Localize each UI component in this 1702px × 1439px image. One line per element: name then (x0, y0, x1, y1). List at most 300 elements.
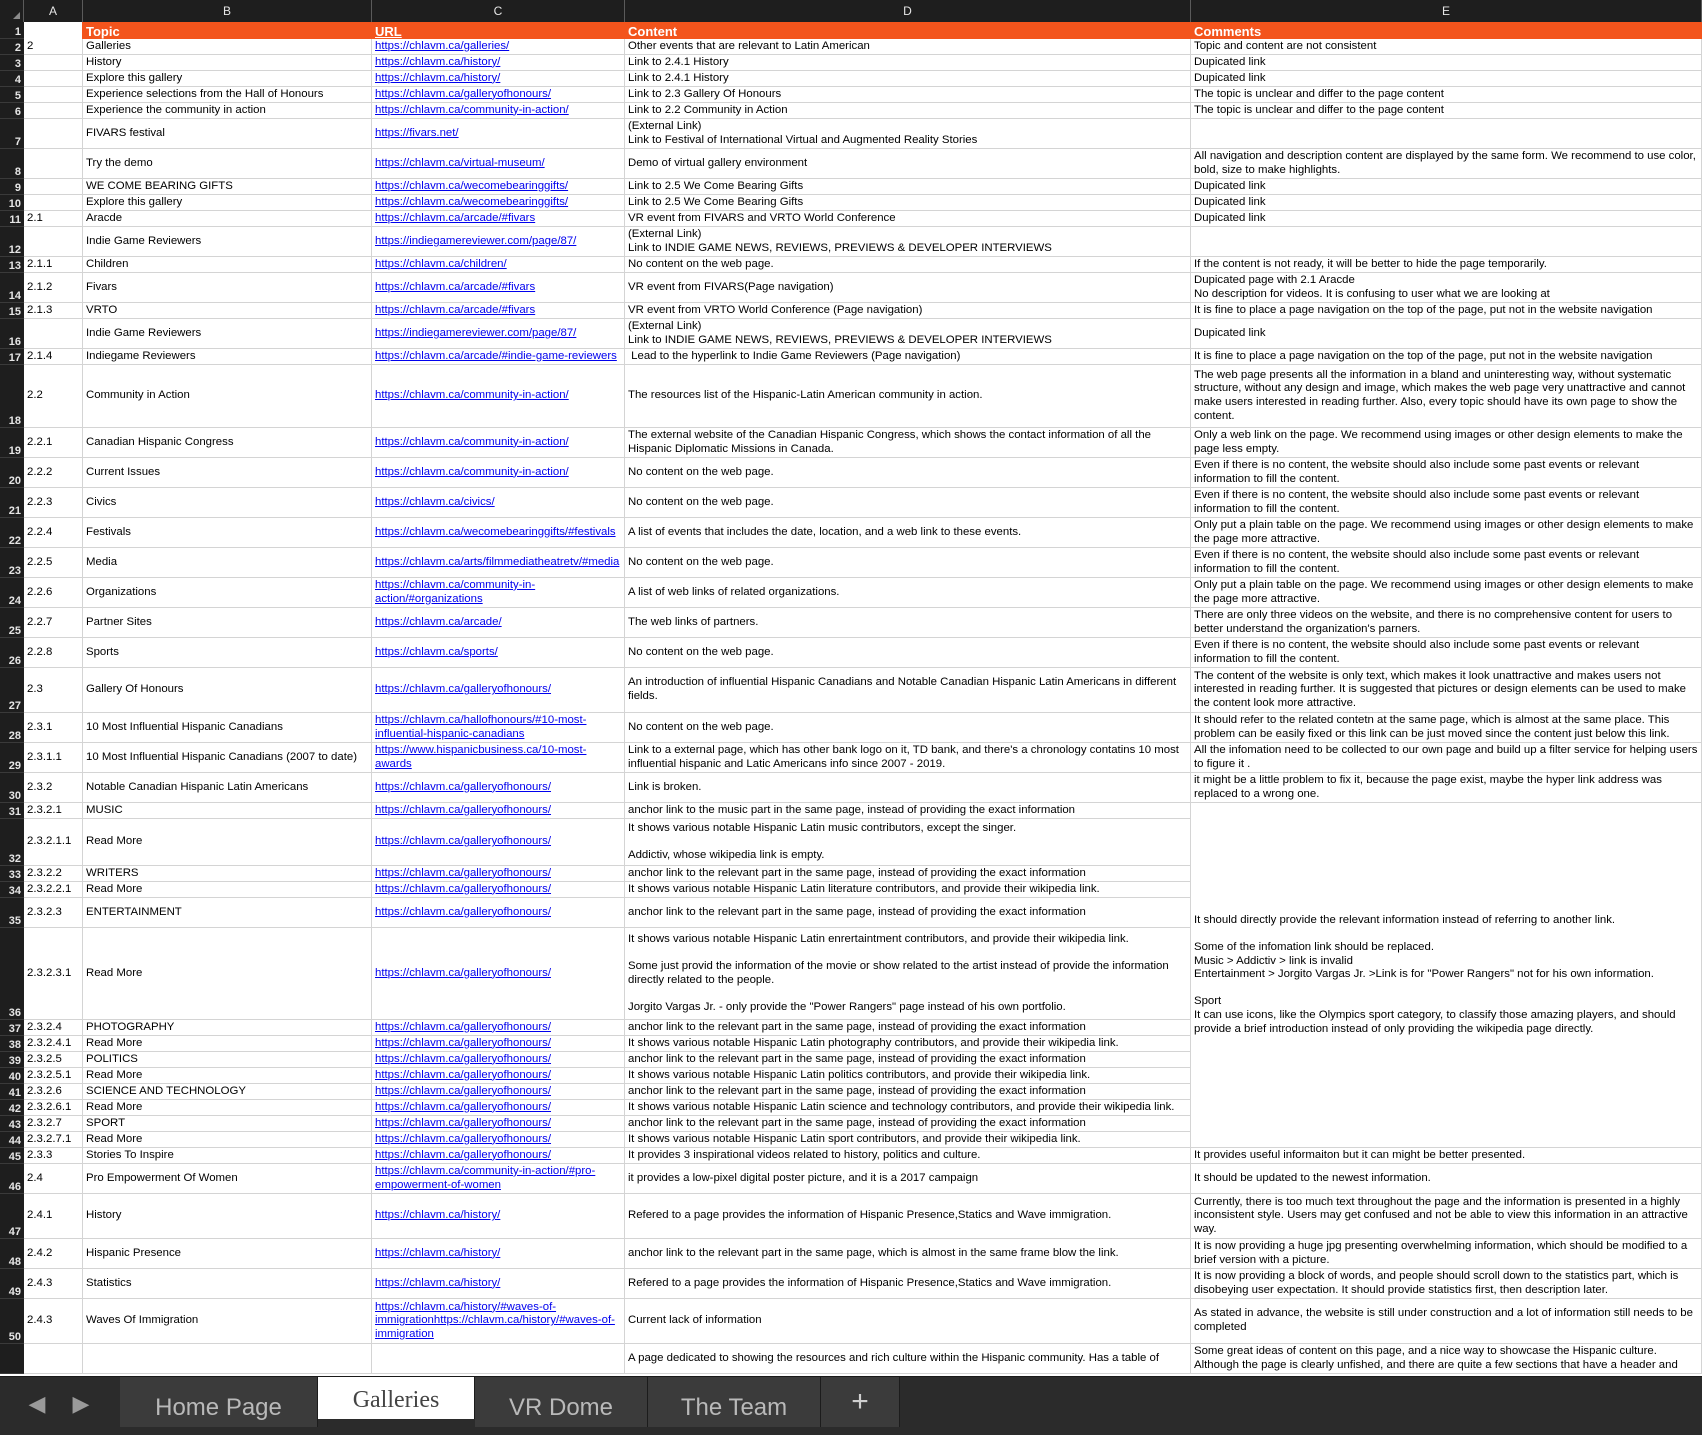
cell-topic[interactable]: Indiegame Reviewers (83, 349, 372, 365)
cell-id[interactable]: 2.3.2.6.1 (24, 1100, 83, 1116)
cell-content[interactable]: anchor link to the music part in the same page, instead of providing the exact information (625, 803, 1191, 819)
cell-id[interactable]: 2.1.4 (24, 349, 83, 365)
cell-content[interactable]: No content on the web page. (625, 257, 1191, 273)
cell-content[interactable]: (External Link) Link to INDIE GAME NEWS, REVIEWS, PREVIEWS & DEVELOPER INTERVIEWS (625, 319, 1191, 349)
row-number[interactable]: 45 (0, 1148, 24, 1164)
url-link[interactable]: https://chlavm.ca/history/ (372, 1269, 625, 1299)
cell-comment[interactable]: Dupicated link (1191, 179, 1702, 195)
cell-content[interactable]: Link to 2.5 We Come Bearing Gifts (625, 195, 1191, 211)
header-cell-comments[interactable]: Comments (1191, 22, 1702, 39)
cell-comment[interactable]: The web page presents all the information in a bland and uninteresting way, without systematic structure, without any design and image, which makes the web page very unattractive and cannot make users interested in reading further. Also, every topic should have its own page to show the content. (1191, 365, 1702, 428)
cell-comment[interactable]: Dupicated page with 2.1 Aracde No description for videos. It is confusing to user what we are looking at (1191, 273, 1702, 303)
cell-content[interactable]: No content on the web page. (625, 458, 1191, 488)
cell-id[interactable] (24, 55, 83, 71)
cell-content[interactable]: Refered to a page provides the information of Hispanic Presence,Statics and Wave immigration. (625, 1194, 1191, 1239)
row-number[interactable]: 42 (0, 1100, 24, 1116)
cell-topic[interactable]: Gallery Of Honours (83, 668, 372, 713)
cell-comment[interactable]: The topic is unclear and differ to the page content (1191, 103, 1702, 119)
url-link[interactable]: https://chlavm.ca/wecomebearinggifts/ (372, 179, 625, 195)
url-link[interactable]: https://chlavm.ca/community-in-action/#organizations (372, 578, 625, 608)
cell-id[interactable]: 2.2 (24, 365, 83, 428)
cell-content[interactable]: Link to 2.4.1 History (625, 55, 1191, 71)
cell-topic[interactable]: Indie Game Reviewers (83, 319, 372, 349)
cell-id[interactable]: 2.3.3 (24, 1148, 83, 1164)
cell-comment[interactable]: It is fine to place a page navigation on the top of the page, put not in the website navigation (1191, 349, 1702, 365)
row-number[interactable]: 19 (0, 428, 24, 458)
cell-content[interactable]: anchor link to the relevant part in the same page, instead of providing the exact information (625, 1020, 1191, 1036)
cell-comment[interactable]: Topic and content are not consistent (1191, 39, 1702, 55)
cell-id[interactable] (24, 227, 83, 257)
cell-content[interactable]: Link to 2.5 We Come Bearing Gifts (625, 179, 1191, 195)
cell-id[interactable]: 2.3.2.5.1 (24, 1068, 83, 1084)
row-number[interactable]: 48 (0, 1239, 24, 1269)
url-link[interactable]: https://chlavm.ca/galleryofhonours/ (372, 1052, 625, 1068)
url-link[interactable]: https://chlavm.ca/galleryofhonours/ (372, 928, 625, 1020)
row-number[interactable]: 2 (0, 39, 24, 55)
row-number[interactable]: 38 (0, 1036, 24, 1052)
cell-topic[interactable]: SPORT (83, 1116, 372, 1132)
row-number[interactable]: 25 (0, 608, 24, 638)
cell-id[interactable]: 2.4.3 (24, 1299, 83, 1344)
cell-comment[interactable]: It provides useful informaiton but it can might be better presented. (1191, 1148, 1702, 1164)
cell-comment[interactable]: Only a web link on the page. We recommend using images or other design elements to make the page less empty. (1191, 428, 1702, 458)
cell-id[interactable]: 2.3.1 (24, 713, 83, 743)
row-number[interactable]: 27 (0, 668, 24, 713)
url-link[interactable]: https://chlavm.ca/hallofhonours/#10-most-influential-hispanic-canadians (372, 713, 625, 743)
url-link[interactable]: https://indiegamereviewer.com/page/87/ (372, 227, 625, 257)
cell-id[interactable]: 2.1 (24, 211, 83, 227)
cell-content[interactable]: It shows various notable Hispanic Latin literature contributors, and provide their wikipedia link. (625, 882, 1191, 898)
header-cell-content[interactable]: Content (625, 22, 1191, 39)
cell-content[interactable]: The web links of partners. (625, 608, 1191, 638)
header-cell-url[interactable]: URL (372, 22, 625, 39)
row-number[interactable]: 9 (0, 179, 24, 195)
cell-content[interactable]: A list of web links of related organizations. (625, 578, 1191, 608)
column-header-b[interactable]: B (83, 0, 372, 22)
cell-topic[interactable]: Media (83, 548, 372, 578)
cell-content[interactable]: anchor link to the relevant part in the same page, instead of providing the exact information (625, 866, 1191, 882)
cell-id[interactable]: 2.3.2.2.1 (24, 882, 83, 898)
cell-content[interactable]: Demo of virtual gallery environment (625, 149, 1191, 179)
cell-comment[interactable]: Dupicated link (1191, 211, 1702, 227)
row-number[interactable]: 44 (0, 1132, 24, 1148)
url-link[interactable]: https://chlavm.ca/civics/ (372, 488, 625, 518)
cell-topic[interactable]: Read More (83, 1132, 372, 1148)
cell-content[interactable]: Link to 2.4.1 History (625, 71, 1191, 87)
url-link[interactable]: https://chlavm.ca/arcade/#fivars (372, 303, 625, 319)
url-link[interactable]: https://chlavm.ca/galleryofhonours/ (372, 819, 625, 866)
cell-id[interactable]: 2.2.5 (24, 548, 83, 578)
cell-topic[interactable]: Notable Canadian Hispanic Latin Americans (83, 773, 372, 803)
cell-id[interactable] (24, 1344, 83, 1374)
cell-id[interactable]: 2 (24, 39, 83, 55)
cell-comment[interactable]: Even if there is no content, the website should also include some past events or relevant information to fill the content. (1191, 458, 1702, 488)
cell-comment[interactable]: Dupicated link (1191, 71, 1702, 87)
prev-sheet-arrow-icon[interactable]: ◀ (28, 1391, 46, 1416)
cell-topic[interactable]: Fivars (83, 273, 372, 303)
cell-topic[interactable]: Try the demo (83, 149, 372, 179)
cell-content[interactable]: A list of events that includes the date, location, and a web link to these events. (625, 518, 1191, 548)
cell-comment[interactable]: Only put a plain table on the page. We recommend using images or other design elements to make the page more attractive. (1191, 578, 1702, 608)
header-cell-empty[interactable] (24, 22, 83, 39)
row-number[interactable]: 33 (0, 866, 24, 882)
cell-content[interactable]: Link to a external page, which has other bank logo on it, TD bank, and there's a chronology contatins 10 most influential hispanic and Latic Americans info since 2007 - 2019. (625, 743, 1191, 773)
cell-id[interactable]: 2.1.2 (24, 273, 83, 303)
cell-comment[interactable]: Dupicated link (1191, 195, 1702, 211)
url-link[interactable]: https://chlavm.ca/galleries/ (372, 39, 625, 55)
cell-id[interactable] (24, 71, 83, 87)
cell-id[interactable]: 2.4.3 (24, 1269, 83, 1299)
cell-id[interactable]: 2.3.2.3 (24, 898, 83, 928)
cell-comment[interactable]: Currently, there is too much text throughout the page and the information is presented in a highly inconsistent style. Users may get confused and not be able to view this information in an attractive way. (1191, 1194, 1702, 1239)
cell-comment[interactable]: Dupicated link (1191, 319, 1702, 349)
cell-content[interactable]: No content on the web page. (625, 638, 1191, 668)
cell-topic[interactable]: Indie Game Reviewers (83, 227, 372, 257)
row-number[interactable]: 28 (0, 713, 24, 743)
next-sheet-arrow-icon[interactable]: ▶ (72, 1391, 90, 1416)
cell-comment[interactable]: The topic is unclear and differ to the page content (1191, 87, 1702, 103)
cell-id[interactable]: 2.3.2.5 (24, 1052, 83, 1068)
cell-topic[interactable]: Statistics (83, 1269, 372, 1299)
row-number[interactable]: 18 (0, 365, 24, 428)
url-link[interactable]: https://chlavm.ca/community-in-action/ (372, 365, 625, 428)
cell-content[interactable]: An introduction of influential Hispanic Canadians and Notable Canadian Hispanic Latin Americans in different fields. (625, 668, 1191, 713)
cell-content[interactable]: The resources list of the Hispanic-Latin American community in action. (625, 365, 1191, 428)
cell-id[interactable]: 2.4 (24, 1164, 83, 1194)
url-link[interactable]: https://chlavm.ca/virtual-museum/ (372, 149, 625, 179)
cell-topic[interactable]: Civics (83, 488, 372, 518)
cell-id[interactable] (24, 87, 83, 103)
cell-content[interactable]: Link to 2.2 Community in Action (625, 103, 1191, 119)
column-header-a[interactable]: A (24, 0, 83, 22)
cell-topic[interactable]: SCIENCE AND TECHNOLOGY (83, 1084, 372, 1100)
row-number[interactable] (0, 1344, 24, 1374)
cell-comment[interactable]: All navigation and description content are displayed by the same form. We recommend to use color, bold, size to make highlights. (1191, 149, 1702, 179)
cell-topic[interactable]: Organizations (83, 578, 372, 608)
url-link[interactable] (372, 1344, 625, 1374)
cell-id[interactable] (24, 195, 83, 211)
cell-comment[interactable]: Even if there is no content, the website should also include some past events or relevant information to fill the content. (1191, 488, 1702, 518)
cell-topic[interactable]: WE COME BEARING GIFTS (83, 179, 372, 195)
cell-topic[interactable]: Sports (83, 638, 372, 668)
row-number[interactable]: 30 (0, 773, 24, 803)
row-number[interactable]: 32 (0, 819, 24, 866)
cell-topic[interactable]: Explore this gallery (83, 71, 372, 87)
row-number[interactable]: 4 (0, 71, 24, 87)
cell-topic[interactable]: Read More (83, 1068, 372, 1084)
cell-comment[interactable]: If the content is not ready, it will be better to hide the page temporarily. (1191, 257, 1702, 273)
row-number[interactable]: 36 (0, 928, 24, 1020)
cell-id[interactable]: 2.2.8 (24, 638, 83, 668)
url-link[interactable]: https://chlavm.ca/galleryofhonours/ (372, 803, 625, 819)
row-number[interactable]: 1 (0, 22, 24, 39)
url-link[interactable]: https://chlavm.ca/galleryofhonours/ (372, 87, 625, 103)
cell-topic[interactable]: Explore this gallery (83, 195, 372, 211)
row-number[interactable]: 50 (0, 1299, 24, 1344)
cell-id[interactable] (24, 319, 83, 349)
row-number[interactable]: 46 (0, 1164, 24, 1194)
cell-topic[interactable]: Stories To Inspire (83, 1148, 372, 1164)
cell-content[interactable]: it provides a low-pixel digital poster picture, and it is a 2017 campaign (625, 1164, 1191, 1194)
cell-content[interactable]: Link to 2.3 Gallery Of Honours (625, 87, 1191, 103)
select-all-corner[interactable] (0, 0, 24, 22)
cell-id[interactable]: 2.3.2.4 (24, 1020, 83, 1036)
column-header-e[interactable]: E (1191, 0, 1702, 22)
cell-topic[interactable]: Read More (83, 928, 372, 1020)
cell-id[interactable] (24, 179, 83, 195)
url-link[interactable]: https://chlavm.ca/arcade/#fivars (372, 273, 625, 303)
cell-id[interactable]: 2.3.2.1.1 (24, 819, 83, 866)
row-number[interactable]: 8 (0, 149, 24, 179)
row-number[interactable]: 23 (0, 548, 24, 578)
column-header-d[interactable]: D (625, 0, 1191, 22)
cell-content[interactable]: Refered to a page provides the information of Hispanic Presence,Statics and Wave immigration. (625, 1269, 1191, 1299)
cell-topic[interactable]: Partner Sites (83, 608, 372, 638)
cell-topic[interactable]: PHOTOGRAPHY (83, 1020, 372, 1036)
url-link[interactable]: https://chlavm.ca/community-in-action/#pro-empowerment-of-women (372, 1164, 625, 1194)
cell-content[interactable]: It shows various notable Hispanic Latin sport contributors, and provide their wikipedia link. (625, 1132, 1191, 1148)
cell-topic[interactable]: Galleries (83, 39, 372, 55)
url-link[interactable]: https://chlavm.ca/community-in-action/ (372, 103, 625, 119)
url-link[interactable]: https://chlavm.ca/galleryofhonours/ (372, 1148, 625, 1164)
cell-topic[interactable]: Read More (83, 882, 372, 898)
row-number[interactable]: 20 (0, 458, 24, 488)
header-cell-topic[interactable]: Topic (83, 22, 372, 39)
column-header-c[interactable]: C (372, 0, 625, 22)
cell-id[interactable]: 2.2.3 (24, 488, 83, 518)
url-link[interactable]: https://chlavm.ca/galleryofhonours/ (372, 1100, 625, 1116)
cell-comment[interactable]: Even if there is no content, the website should also include some past events or relevant information to fill the content. (1191, 548, 1702, 578)
cell-id[interactable]: 2.3 (24, 668, 83, 713)
cell-content[interactable]: Other events that are relevant to Latin American (625, 39, 1191, 55)
url-link[interactable]: https://chlavm.ca/wecomebearinggifts/#festivals (372, 518, 625, 548)
cell-topic[interactable]: Pro Empowerment Of Women (83, 1164, 372, 1194)
url-link[interactable]: https://chlavm.ca/sports/ (372, 638, 625, 668)
tab-the-team[interactable]: The Team (648, 1377, 821, 1427)
cell-id[interactable]: 2.1.1 (24, 257, 83, 273)
cell-id[interactable]: 2.4.2 (24, 1239, 83, 1269)
url-link[interactable]: https://chlavm.ca/galleryofhonours/ (372, 1116, 625, 1132)
url-link[interactable]: https://chlavm.ca/arcade/#indie-game-reviewers (372, 349, 625, 365)
cell-topic[interactable]: Read More (83, 1036, 372, 1052)
cell-content[interactable]: No content on the web page. (625, 548, 1191, 578)
cell-id[interactable]: 2.2.1 (24, 428, 83, 458)
cell-topic[interactable]: 10 Most Influential Hispanic Canadians (83, 713, 372, 743)
url-link[interactable]: https://chlavm.ca/galleryofhonours/ (372, 898, 625, 928)
cell-id[interactable]: 2.2.4 (24, 518, 83, 548)
cell-comment[interactable]: It is now providing a block of words, and people should scroll down to the statistics part, which is disobeying user expectation. It should provide statistics first, then description later. (1191, 1269, 1702, 1299)
cell-topic[interactable]: History (83, 1194, 372, 1239)
cell-topic[interactable]: Festivals (83, 518, 372, 548)
row-number[interactable]: 16 (0, 319, 24, 349)
row-number[interactable]: 14 (0, 273, 24, 303)
url-link[interactable]: https://chlavm.ca/galleryofhonours/ (372, 1068, 625, 1084)
url-link[interactable]: https://chlavm.ca/arts/filmmediatheatretv/#media (372, 548, 625, 578)
cell-id[interactable]: 2.2.7 (24, 608, 83, 638)
row-number[interactable]: 34 (0, 882, 24, 898)
row-number[interactable]: 7 (0, 119, 24, 149)
cell-id[interactable]: 2.4.1 (24, 1194, 83, 1239)
row-number[interactable]: 31 (0, 803, 24, 819)
cell-id[interactable]: 2.2.6 (24, 578, 83, 608)
url-link[interactable]: https://chlavm.ca/arcade/ (372, 608, 625, 638)
url-link[interactable]: https://chlavm.ca/history/ (372, 71, 625, 87)
add-sheet-button[interactable]: + (821, 1377, 900, 1427)
cell-topic[interactable]: ENTERTAINMENT (83, 898, 372, 928)
cell-content[interactable]: VR event from VRTO World Conference (Page navigation) (625, 303, 1191, 319)
cell-id[interactable] (24, 103, 83, 119)
cell-comment[interactable] (1191, 227, 1702, 257)
row-number[interactable]: 13 (0, 257, 24, 273)
cell-content[interactable]: It provides 3 inspirational videos related to history, politics and culture. (625, 1148, 1191, 1164)
cell-topic[interactable]: Community in Action (83, 365, 372, 428)
url-link[interactable]: https://chlavm.ca/children/ (372, 257, 625, 273)
url-link[interactable]: https://chlavm.ca/galleryofhonours/ (372, 882, 625, 898)
cell-content[interactable]: It shows various notable Hispanic Latin science and technology contributors, and provide their wikipedia link. (625, 1100, 1191, 1116)
cell-id[interactable]: 2.3.2.4.1 (24, 1036, 83, 1052)
cell-topic[interactable]: Read More (83, 1100, 372, 1116)
url-link[interactable]: https://chlavm.ca/galleryofhonours/ (372, 773, 625, 803)
cell-comment[interactable]: As stated in advance, the website is still under construction and a lot of information still needs to be completed (1191, 1299, 1702, 1344)
row-number[interactable]: 11 (0, 211, 24, 227)
cell-id[interactable]: 2.3.2.3.1 (24, 928, 83, 1020)
row-number[interactable]: 47 (0, 1194, 24, 1239)
url-link[interactable]: https://chlavm.ca/community-in-action/ (372, 458, 625, 488)
cell-topic[interactable]: History (83, 55, 372, 71)
row-number[interactable]: 26 (0, 638, 24, 668)
row-number[interactable]: 17 (0, 349, 24, 365)
cell-content[interactable]: anchor link to the relevant part in the same page, instead of providing the exact information (625, 1116, 1191, 1132)
row-number[interactable]: 21 (0, 488, 24, 518)
cell-comment[interactable]: Even if there is no content, the website should also include some past events or relevant information to fill the content. (1191, 638, 1702, 668)
row-number[interactable]: 49 (0, 1269, 24, 1299)
row-number[interactable]: 40 (0, 1068, 24, 1084)
row-number[interactable]: 41 (0, 1084, 24, 1100)
cell-comment[interactable]: It should refer to the related contetn at the same page, which is almost at the same place. This problem can be easily fixed or this link can be just moved since the content just below this link. (1191, 713, 1702, 743)
url-link[interactable]: https://chlavm.ca/history/ (372, 1194, 625, 1239)
url-link[interactable]: https://chlavm.ca/galleryofhonours/ (372, 668, 625, 713)
cell-topic[interactable]: Current Issues (83, 458, 372, 488)
cell-topic[interactable]: Waves Of Immigration (83, 1299, 372, 1344)
cell-content[interactable]: The external website of the Canadian Hispanic Congress, which shows the contact information of all the Hispanic Diplomatic Missions in Canada. (625, 428, 1191, 458)
cell-content[interactable]: No content on the web page. (625, 488, 1191, 518)
row-number[interactable]: 5 (0, 87, 24, 103)
cell-topic[interactable]: Read More (83, 819, 372, 866)
row-number[interactable]: 24 (0, 578, 24, 608)
row-number[interactable]: 15 (0, 303, 24, 319)
cell-topic[interactable]: Experience selections from the Hall of Honours (83, 87, 372, 103)
url-link[interactable]: https://www.hispanicbusiness.ca/10-most-awards (372, 743, 625, 773)
cell-topic[interactable] (83, 1344, 372, 1374)
cell-comment[interactable]: Only put a plain table on the page. We recommend using images or other design elements to make the page more attractive. (1191, 518, 1702, 548)
cell-topic[interactable]: Experience the community in action (83, 103, 372, 119)
tab-galleries[interactable]: Galleries (318, 1377, 475, 1419)
url-link[interactable]: https://chlavm.ca/history/#waves-of-immigrationhttps://chlavm.ca/history/#waves-of-immigration (372, 1299, 625, 1344)
cell-topic[interactable]: WRITERS (83, 866, 372, 882)
cell-id[interactable]: 2.1.3 (24, 303, 83, 319)
cell-id[interactable]: 2.3.2.6 (24, 1084, 83, 1100)
cell-content[interactable]: It shows various notable Hispanic Latin music contributors, except the singer. Addictiv, whose wikipedia link is empty. (625, 819, 1191, 866)
cell-topic[interactable]: Aracde (83, 211, 372, 227)
cell-content[interactable]: VR event from FIVARS and VRTO World Conference (625, 211, 1191, 227)
tab-home-page[interactable]: Home Page (120, 1377, 318, 1427)
row-number[interactable]: 22 (0, 518, 24, 548)
tab-vr-dome[interactable]: VR Dome (475, 1377, 648, 1427)
row-number[interactable]: 37 (0, 1020, 24, 1036)
cell-content[interactable]: Lead to the hyperlink to Indie Game Reviewers (Page navigation) (625, 349, 1191, 365)
row-number[interactable]: 3 (0, 55, 24, 71)
cell-id[interactable] (24, 149, 83, 179)
cell-topic[interactable]: MUSIC (83, 803, 372, 819)
cell-comment[interactable]: It is now providing a huge jpg presenting overwhelming information, which should be modified to a brief version with a picture. (1191, 1239, 1702, 1269)
cell-content[interactable]: anchor link to the relevant part in the same page, which is almost in the same frame blow the link. (625, 1239, 1191, 1269)
cell-topic[interactable]: Canadian Hispanic Congress (83, 428, 372, 458)
cell-id[interactable] (24, 119, 83, 149)
cell-comment[interactable]: All the infomation need to be collected to our own page and build up a filter service for helping users to figure it . (1191, 743, 1702, 773)
url-link[interactable]: https://chlavm.ca/community-in-action/ (372, 428, 625, 458)
cell-comment[interactable] (1191, 119, 1702, 149)
cell-content[interactable]: A page dedicated to showing the resources and rich culture within the Hispanic community. Has a table of (625, 1344, 1191, 1374)
cell-content[interactable]: anchor link to the relevant part in the same page, instead of providing the exact information (625, 898, 1191, 928)
cell-comment[interactable]: Dupicated link (1191, 55, 1702, 71)
cell-topic[interactable]: Children (83, 257, 372, 273)
row-number[interactable]: 6 (0, 103, 24, 119)
cell-id[interactable]: 2.3.2 (24, 773, 83, 803)
row-number[interactable]: 10 (0, 195, 24, 211)
row-number[interactable]: 12 (0, 227, 24, 257)
cell-content[interactable]: Link is broken. (625, 773, 1191, 803)
cell-topic[interactable]: Hispanic Presence (83, 1239, 372, 1269)
url-link[interactable]: https://chlavm.ca/galleryofhonours/ (372, 1020, 625, 1036)
cell-content[interactable]: anchor link to the relevant part in the same page, instead of providing the exact information (625, 1084, 1191, 1100)
cell-content[interactable]: No content on the web page. (625, 713, 1191, 743)
url-link[interactable]: https://chlavm.ca/galleryofhonours/ (372, 1132, 625, 1148)
cell-id[interactable]: 2.3.2.1 (24, 803, 83, 819)
cell-id[interactable]: 2.3.2.2 (24, 866, 83, 882)
row-number[interactable]: 29 (0, 743, 24, 773)
url-link[interactable]: https://chlavm.ca/galleryofhonours/ (372, 1036, 625, 1052)
cell-comment[interactable]: It is fine to place a page navigation on the top of the page, put not in the website navigation (1191, 303, 1702, 319)
cell-comment[interactable]: It should be updated to the newest information. (1191, 1164, 1702, 1194)
cell-content[interactable]: VR event from FIVARS(Page navigation) (625, 273, 1191, 303)
url-link[interactable]: https://chlavm.ca/galleryofhonours/ (372, 1084, 625, 1100)
cell-content[interactable]: It shows various notable Hispanic Latin enrertaintment contributors, and provide their wikipedia link. Some just provid the information of the movie or show related to the artist instead of provide the information directly related to the people. Jorgito Vargas Jr. - only provide the "Power Rangers" page instead of his own portfolio. (625, 928, 1191, 1020)
row-number[interactable]: 43 (0, 1116, 24, 1132)
row-number[interactable]: 35 (0, 898, 24, 928)
cell-topic[interactable]: POLITICS (83, 1052, 372, 1068)
url-link[interactable]: https://indiegamereviewer.com/page/87/ (372, 319, 625, 349)
cell-content[interactable]: (External Link) Link to INDIE GAME NEWS, REVIEWS, PREVIEWS & DEVELOPER INTERVIEWS (625, 227, 1191, 257)
cell-id[interactable]: 2.3.2.7.1 (24, 1132, 83, 1148)
cell-content[interactable]: Current lack of information (625, 1299, 1191, 1344)
cell-comment[interactable]: Some great ideas of content on this page, and a nice way to showcase the Hispanic culture. Although the page is clearly unfished, and there are quite a few sections that have a header and (1191, 1344, 1702, 1374)
url-link[interactable]: https://chlavm.ca/history/ (372, 55, 625, 71)
cell-comment[interactable]: The content of the website is only text, which makes it look unattractive and makes users not interested in reading further. It is suggested that pictures or design elements can be used to make the content look more attractive. (1191, 668, 1702, 713)
cell-topic[interactable]: VRTO (83, 303, 372, 319)
cell-topic[interactable]: FIVARS festival (83, 119, 372, 149)
url-link[interactable]: https://chlavm.ca/arcade/#fivars (372, 211, 625, 227)
cell-content[interactable]: anchor link to the relevant part in the same page, instead of providing the exact information (625, 1052, 1191, 1068)
cell-comment[interactable]: it might be a little problem to fix it, because the page exist, maybe the hyper link address was replaced to a wrong one. (1191, 773, 1702, 803)
cell-id[interactable]: 2.3.1.1 (24, 743, 83, 773)
url-link[interactable]: https://chlavm.ca/galleryofhonours/ (372, 866, 625, 882)
cell-id[interactable]: 2.2.2 (24, 458, 83, 488)
url-link[interactable]: https://fivars.net/ (372, 119, 625, 149)
url-link[interactable]: https://chlavm.ca/wecomebearinggifts/ (372, 195, 625, 211)
url-link[interactable]: https://chlavm.ca/history/ (372, 1239, 625, 1269)
cell-content[interactable]: It shows various notable Hispanic Latin politics contributors, and provide their wikipedia link. (625, 1068, 1191, 1084)
cell-topic[interactable]: 10 Most Influential Hispanic Canadians (2007 to date) (83, 743, 372, 773)
